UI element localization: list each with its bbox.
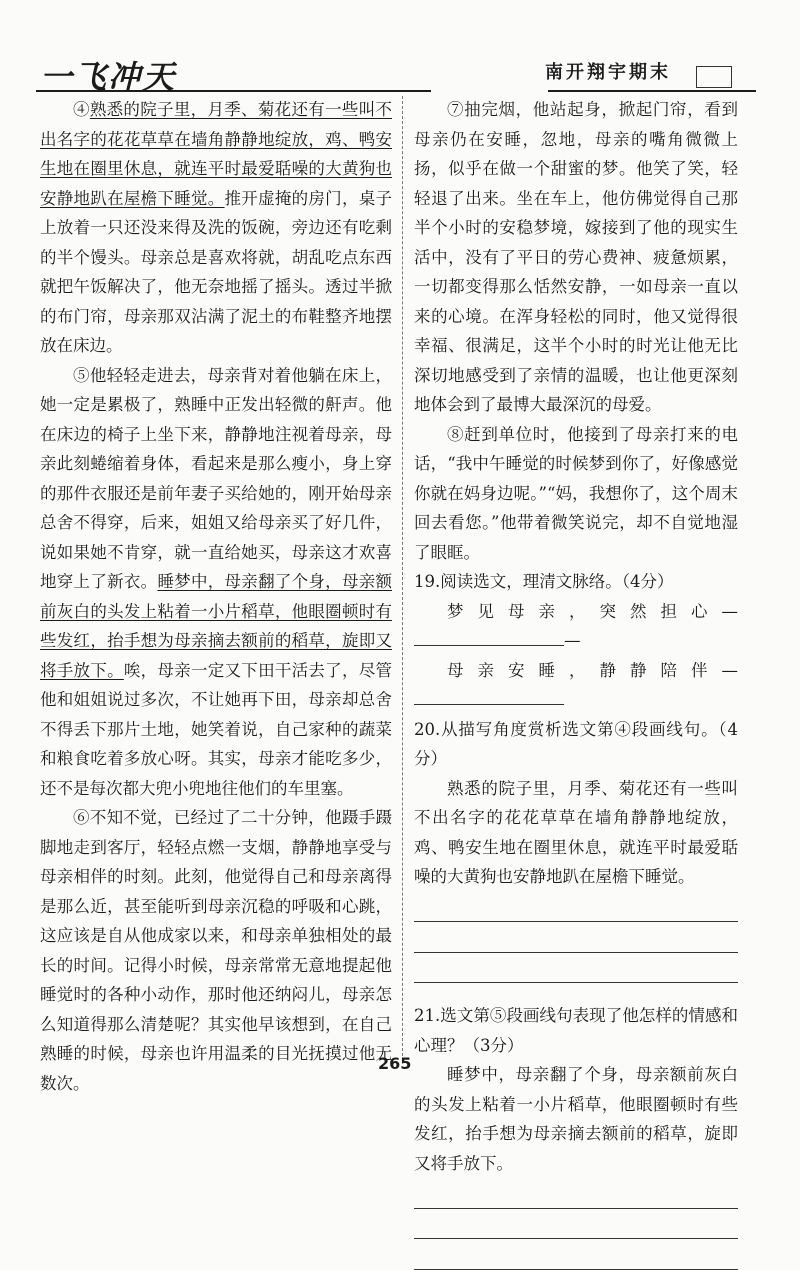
q21-answer-line-1[interactable] (414, 1178, 738, 1209)
q19-line-1: 梦见母亲，突然担心—— (414, 597, 738, 656)
paragraph-5: ⑤他轻轻走进去，母亲背对着他躺在床上，她一定是累极了，熟睡中正发出轻微的鼾声。他在床边的椅子上坐下来，静静地注视着母亲，母亲此刻蜷缩着身体，看起来是那么瘦小，身上穿的那件衣服还是前年妻子买给她的，刚开始母亲总舍不得穿，后来，姐姐又给母亲买了好几件，说如果她不肯穿，就一直给她买，母亲这才欢喜地穿上了新衣。睡梦中，母亲翻了个身，母亲额前灰白的头发上粘着一小片稻草，他眼圈顿时有些发红，抬手想为母亲摘去额前的稻草，旋即又将手放下。唉，母亲一定又下田干活去了，尽管他和姐姐说过多次，不让她再下田，母亲却总舍不得丢下那片土地，她笑着说，自己家种的蔬菜和粮食吃着多放心呀。其实，母亲才能吃多少，还不是每次都大兜小兜地往他们的车里塞。 (40, 365, 393, 798)
paragraph-7: ⑦抽完烟，他站起身，掀起门帘，看到母亲仍在安睡，忽地，母亲的嘴角微微上扬，似乎在做一个甜蜜的梦。他笑了笑，轻轻退了出来。坐在车上，他仿佛觉得自己那半个小时的安稳梦境，嫁接到了他的现实生活中，没有了平日的劳心费神、疲惫烦累，一切都变得那么恬然安静，一如母亲一直以来的心境。在浑身轻松的同时，他又觉得很幸福、很满足，这半个小时的时光让他无比深切地感受到了亲情的温暖，也让他更深刻地体会到了最博大最深沉的母爱。 (414, 100, 738, 414)
q20-quote: 熟悉的院子里，月季、菊花还有一些叫不出名字的花花草草在墙角静静地绽放，鸡、鸭安生地在圈里休息，就连平时最爱聒噪的大黄狗也安静地趴在屋檐下睡觉。 (414, 778, 738, 886)
question-21: 21.选文第⑤段画线句表现了他怎样的情感和心理？（3分） (414, 1006, 738, 1055)
q21-quote: 睡梦中，母亲翻了个身，母亲额前灰白的头发上粘着一小片稻草，他眼圈顿时有些发红，抬手想为母亲摘去额前的稻草，旋即又将手放下。 (414, 1065, 738, 1173)
q20-answer-line-3[interactable] (414, 953, 738, 984)
q19-blank-1[interactable] (414, 627, 564, 646)
q19-blank-2[interactable] (414, 686, 564, 705)
column-divider (402, 96, 403, 1056)
paragraph-6: ⑥不知不觉，已经过了二十分钟，他蹑手蹑脚地走到客厅，轻轻点燃一支烟，静静地享受与母亲相伴的时刻。此刻，他觉得自己和母亲离得是那么近，甚至能听到母亲沉稳的呼吸和心跳，这应该是自从他成家以来，和母亲单独相处的最长的时间。记得小时候，母亲常常无意地提起他睡觉时的各种小动作，那时他还纳闷儿，母亲怎么知道得那么清楚呢？其实他早该想到，在自己熟睡的时候，母亲也许用温柔的目光抚摸过他无数次。 (40, 808, 393, 1093)
q21-answer-line-2[interactable] (414, 1209, 738, 1240)
underlined-sentence-5: 睡梦中，母亲翻了个身，母亲额前灰白的头发上粘着一小片稻草，他眼圈顿时有些发红，抬手想为母亲摘去额前的稻草，旋即又将手放下。 (40, 572, 393, 680)
question-20: 20.从描写角度赏析选文第④段画线句。（4分） (414, 719, 738, 768)
paragraph-4: ④熟悉的院子里，月季、菊花还有一些叫不出名字的花花草草在墙角静静地绽放，鸡、鸭安生地在圈里休息，就连平时最爱聒噪的大黄狗也安静地趴在屋檐下睡觉。推开虚掩的房门，桌子上放着一只还没来得及洗的饭碗，旁边还有吃剩的半个馒头。母亲总是喜欢将就，胡乱吃点东西就把午饭解决了，他无奈地摇了摇头。透过半掀的布门帘，母亲那双沾满了泥土的布鞋整齐地摆放在床边。 (40, 100, 393, 355)
series-title: 南开翔宇期末 (545, 62, 671, 83)
header-rule-right (548, 90, 756, 92)
corner-box-icon (696, 66, 732, 88)
header-rule-left (36, 90, 431, 92)
q20-answer-line-2[interactable] (414, 922, 738, 953)
page-number: 265 (378, 1054, 412, 1073)
left-column (40, 95, 392, 1098)
q19-line-2: 母亲安睡，静静陪伴— (414, 656, 738, 715)
question-19: 19.阅读选文，理清文脉络。（4分） (414, 572, 674, 591)
page-header (0, 0, 800, 96)
right-column (414, 95, 738, 1270)
underlined-sentence-4: 熟悉的院子里，月季、菊花还有一些叫不出名字的花花草草在墙角静静地绽放，鸡、鸭安生地在圈里休息，就连平时最爱聒噪的大黄狗也安静地趴在屋檐下睡觉。 (40, 100, 393, 208)
q21-answer-line-3[interactable] (414, 1239, 738, 1270)
paragraph-8: ⑧赶到单位时，他接到了母亲打来的电话，“我中午睡觉的时候梦到你了，好像感觉你就在妈身边呢。”“妈，我想你了，这个周末回去看您。”他带着微笑说完，却不自觉地湿了眼眶。 (414, 424, 738, 562)
q20-answer-line-1[interactable] (414, 892, 738, 923)
brand-logo: 一飞冲天 (40, 58, 177, 96)
